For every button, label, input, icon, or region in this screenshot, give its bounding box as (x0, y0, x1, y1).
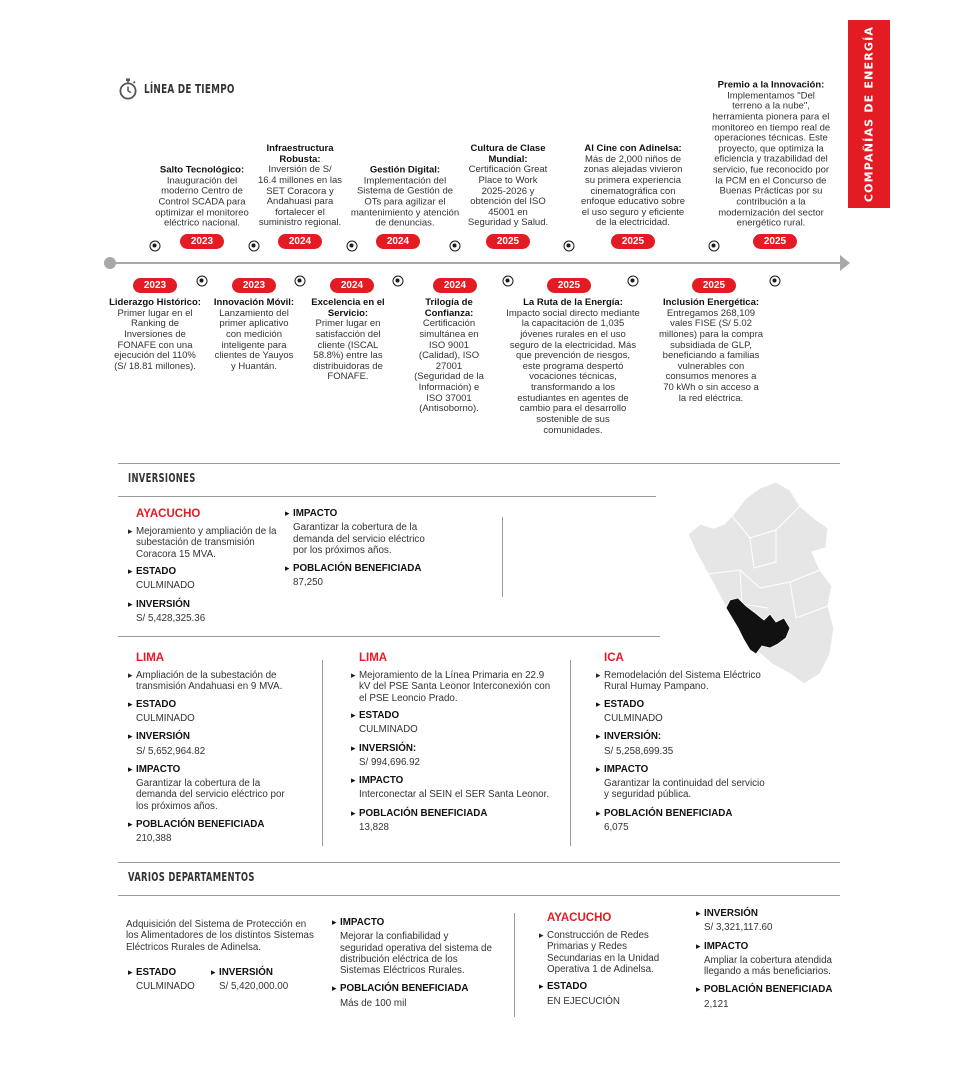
timeline-axis (109, 262, 841, 264)
event-text: Implementamos "Del terreno a la nube", herramienta pionera para el monitoreo en tiempo real de operaciones técnicas. Este proyecto, que optimiza la eficiencia y trazabilidad del servicio, fue reconocido por la PCM en el Concurso de Buenas Prácticas por su contribución a la modernización del sector energético rural. (711, 89, 831, 229)
poblacion-value: Más de 100 mil (340, 997, 407, 1009)
timeline-event-top (578, 144, 688, 229)
side-tab-label: COMPAÑÍAS DE ENERGÍA (862, 25, 876, 203)
impacto-value: Mejorar la confiabilidad y seguridad operativa del sistema de distribución eléctrica de los Sistemas Eléctricos Rurales. (340, 931, 492, 977)
year-badge: 2023 (232, 278, 276, 293)
timeline-event-bottom (213, 298, 295, 372)
inversion-label: ▸ INVERSIÓN: (596, 731, 766, 742)
event-text: Más de 2,000 niños de zonas alejadas vivieron su primera experiencia cinematográfica con enfoque educativo sobre el uso seguro y eficiente de la electricidad. (580, 153, 686, 229)
investment-ayacucho-impact (285, 508, 435, 596)
timeline-event-top (258, 144, 342, 229)
event-title: Inclusión Energética: (662, 297, 760, 308)
project-description: ▸ Mejoramiento de la Línea Primaria en 22.9 kV del PSE Santa Leonor Interconexión con el PSE Leoncio Prado. (351, 670, 551, 704)
event-text: Entregamos 268,109 vales FISE (S/ 5.02 millones) para la compra subsidiada de GLP, beneficiando a familias vulnerables con consumos menores a 70 kWh o sin acceso a la red eléctrica. (659, 307, 764, 404)
timeline-dot (197, 276, 208, 287)
poblacion-label: ▸ POBLACIÓN BENEFICIADA (696, 984, 846, 995)
project-description: ▸ Ampliación de la subestación de transmisión Andahuasi en 9 MVA. (128, 670, 298, 693)
timeline-dot (295, 276, 306, 287)
event-title: Salto Tecnológico: (159, 164, 245, 176)
timeline-event-bottom (109, 298, 201, 372)
event-text: Inversión de S/ 16.4 millones en las SET Coracora y Andahuasi para fortalecer el suministro regional. (258, 164, 342, 229)
estado-value: CULMINADO (604, 713, 663, 725)
divider (570, 660, 571, 846)
year-badge: 2025 (611, 234, 655, 249)
event-text: Impacto social directo mediante la capacitación de 1,035 jóvenes rurales en el uso seguro de la electricidad. Más que prevención de riesgos, este programa despertó vocaciones técnicas, transformando a los estudiantes en agentes de cambio para el desarrollo sostenible de sus comunidades. (506, 307, 640, 436)
year-badge: 2025 (753, 234, 797, 249)
timeline-dot (249, 241, 260, 252)
project-description: ▸ Remodelación del Sistema Eléctrico Rural Humay Pampano. (596, 670, 766, 693)
varios-estado (128, 967, 208, 1000)
impacto-label: ▸ IMPACTO (285, 508, 435, 519)
year-badge: 2023 (180, 234, 224, 249)
varios-inversion (211, 967, 321, 1000)
project-description: ▸ Mejoramiento y ampliación de la subestación de transmisión Coracora 15 MVA. (128, 526, 278, 560)
event-text: Primer lugar en el Ranking de Inversiones de FONAFE con una ejecución del 110% (S/ 18.81 millones). (114, 307, 196, 372)
poblacion-label: ▸ POBLACIÓN BENEFICIADA (128, 819, 298, 830)
event-text: Certificación Great Place to Work 2025-2026 y obtención del ISO 45001 en Seguridad y Salud. (467, 164, 549, 229)
estado-value: CULMINADO (136, 713, 195, 725)
region-label: AYACUCHO (547, 912, 612, 924)
timeline-event-bottom (659, 298, 763, 404)
impacto-value: Garantizar la cobertura de la demanda del servicio eléctrico por los próximos años. (293, 522, 425, 556)
impacto-value: Ampliar la cobertura atendida llegando a más beneficiarios. (704, 954, 832, 978)
timeline-arrow-icon (840, 255, 850, 271)
region-label: AYACUCHO (136, 508, 201, 520)
varios-ayacucho-details (696, 908, 846, 1017)
timeline-dot (770, 276, 781, 287)
region-label: LIMA (359, 652, 388, 664)
poblacion-value: 6,075 (604, 821, 629, 833)
event-title: Infraestructura Robusta: (266, 143, 334, 165)
inversion-value: S/ 5,652,964.82 (136, 745, 206, 757)
timeline-dot (150, 241, 161, 252)
poblacion-value: 87,250 (293, 577, 323, 589)
inversion-value: S/ 5,258,699.35 (604, 745, 674, 757)
divider (514, 913, 515, 1017)
divider (118, 895, 840, 896)
investment-varios-general (126, 919, 316, 967)
inversion-label: ▸ INVERSIÓN: (351, 743, 551, 754)
timeline-dot (564, 241, 575, 252)
timeline-dot (503, 276, 514, 287)
estado-value: CULMINADO (136, 981, 195, 993)
timeline-event-top (711, 80, 831, 229)
event-title: Excelencia en el Servicio: (311, 297, 385, 319)
estado-label: ▸ ESTADO (351, 710, 551, 721)
event-title: Innovación Móvil: (213, 297, 295, 308)
section-side-tab (848, 20, 890, 208)
event-title: Cultura de Clase Mundial: (470, 143, 546, 165)
inversion-label: ▸ INVERSIÓN (696, 908, 846, 919)
event-text: Implementación del Sistema de Gestión de OTs para agilizar el mantenimiento y atención de denuncias. (350, 174, 460, 229)
poblacion-label: ▸ POBLACIÓN BENEFICIADA (351, 808, 551, 819)
investment-lima-1 (128, 652, 298, 851)
region-label: LIMA (136, 652, 165, 664)
timeline-dot (628, 276, 639, 287)
year-badge: 2025 (547, 278, 591, 293)
estado-label: ▸ ESTADO (128, 699, 298, 710)
impacto-label: ▸ IMPACTO (596, 764, 766, 775)
event-text: Primer lugar en satisfacción del cliente (ISCAL 58.8%) entre las distribuidoras de FONAFE. (313, 318, 383, 383)
event-title: Al Cine con Adinelsa: (584, 143, 682, 154)
timeline-event-bottom (506, 298, 640, 436)
investment-ayacucho (128, 508, 278, 631)
poblacion-label: ▸ POBLACIÓN BENEFICIADA (332, 983, 492, 994)
inversion-label: ▸ INVERSIÓN (128, 599, 278, 610)
year-badge: 2024 (278, 234, 322, 249)
varios-impacto (332, 917, 492, 1016)
poblacion-label: ▸ POBLACIÓN BENEFICIADA (285, 563, 435, 574)
event-text: Certificación simultánea en ISO 9001 (Calidad), ISO 27001 (Seguridad de la Información) e ISO 37001 (Antisoborno). (414, 318, 484, 415)
impacto-label: ▸ IMPACTO (128, 764, 298, 775)
estado-label: ▸ ESTADO (128, 967, 208, 978)
estado-label: ▸ ESTADO (539, 981, 679, 992)
estado-value: CULMINADO (359, 724, 418, 736)
impacto-value: Garantizar la cobertura de la demanda del servicio eléctrico por los próximos años. (136, 778, 285, 812)
project-description: ▸ Construcción de Redes Primarias y Redes Secundarias en la Unidad Operativa 1 de Adinelsa. (539, 930, 679, 975)
divider (118, 463, 840, 464)
inversion-label: ▸ INVERSIÓN (128, 731, 298, 742)
timeline-event-top (467, 144, 549, 229)
timeline-dot (393, 276, 404, 287)
year-badge: 2023 (133, 278, 177, 293)
stopwatch-icon (118, 78, 138, 100)
region-label: ICA (604, 652, 624, 664)
divider (118, 862, 840, 863)
inversion-value: S/ 3,321,117.60 (704, 922, 773, 934)
timeline-event-bottom (306, 298, 390, 383)
divider (118, 496, 656, 497)
divider (322, 660, 323, 846)
timeline-event-top (154, 165, 250, 229)
poblacion-value: 13,828 (359, 821, 389, 833)
poblacion-value: 210,388 (136, 833, 172, 845)
inversion-value: S/ 994,696.92 (359, 756, 421, 768)
project-description: Adquisición del Sistema de Protección en los Alimentadores de los distintos Sistemas Eléctricos Rurales de Adinelsa. (126, 919, 314, 953)
impacto-label: ▸ IMPACTO (351, 775, 551, 786)
estado-label: ▸ ESTADO (128, 566, 278, 577)
year-badge: 2025 (692, 278, 736, 293)
inversion-value: S/ 5,420,000.00 (219, 981, 289, 993)
timeline-dot (347, 241, 358, 252)
impacto-label: ▸ IMPACTO (696, 941, 846, 952)
timeline-event-top (349, 165, 461, 229)
timeline-dot (709, 241, 720, 252)
estado-label: ▸ ESTADO (596, 699, 766, 710)
year-badge: 2024 (433, 278, 477, 293)
estado-value: CULMINADO (136, 580, 195, 592)
estado-value: EN EJECUCIÓN (547, 995, 620, 1007)
event-title: Liderazgo Histórico: (109, 297, 201, 308)
timeline-title: LÍNEA DE TIEMPO (144, 82, 235, 96)
poblacion-value: 2,121 (704, 998, 729, 1010)
investment-varios-ayacucho (539, 912, 679, 1014)
inversion-label: ▸ INVERSIÓN (211, 967, 321, 978)
investment-lima-2 (351, 652, 551, 840)
timeline-dot (450, 241, 461, 252)
investment-ica (596, 652, 766, 840)
event-title: Trilogía de Confianza: (424, 297, 474, 319)
divider (502, 517, 503, 597)
event-title: Gestión Digital: (369, 164, 441, 176)
impacto-label: ▸ IMPACTO (332, 917, 492, 928)
event-text: Lanzamiento del primer aplicativo con medición inteligente para clientes de Yauyos y Huantán. (214, 307, 294, 372)
inversion-value: S/ 5,428,325.36 (136, 612, 206, 624)
year-badge: 2024 (330, 278, 374, 293)
varios-title: VARIOS DEPARTAMENTOS (128, 870, 255, 884)
event-text: Inauguración del moderno Centro de Control SCADA para optimizar el monitoreo eléctrico nacional. (155, 174, 249, 229)
timeline-event-bottom (412, 298, 486, 415)
divider (118, 636, 660, 637)
event-title: Premio a la Innovación: (717, 79, 825, 91)
poblacion-label: ▸ POBLACIÓN BENEFICIADA (596, 808, 766, 819)
impacto-value: Garantizar la continuidad del servicio y seguridad pública. (604, 778, 765, 801)
event-title: La Ruta de la Energía: (523, 297, 623, 308)
year-badge: 2025 (486, 234, 530, 249)
inversiones-title: INVERSIONES (128, 471, 196, 485)
year-badge: 2024 (376, 234, 420, 249)
impacto-value: Interconectar al SEIN el SER Santa Leonor. (359, 789, 550, 801)
timeline-header (118, 78, 255, 100)
